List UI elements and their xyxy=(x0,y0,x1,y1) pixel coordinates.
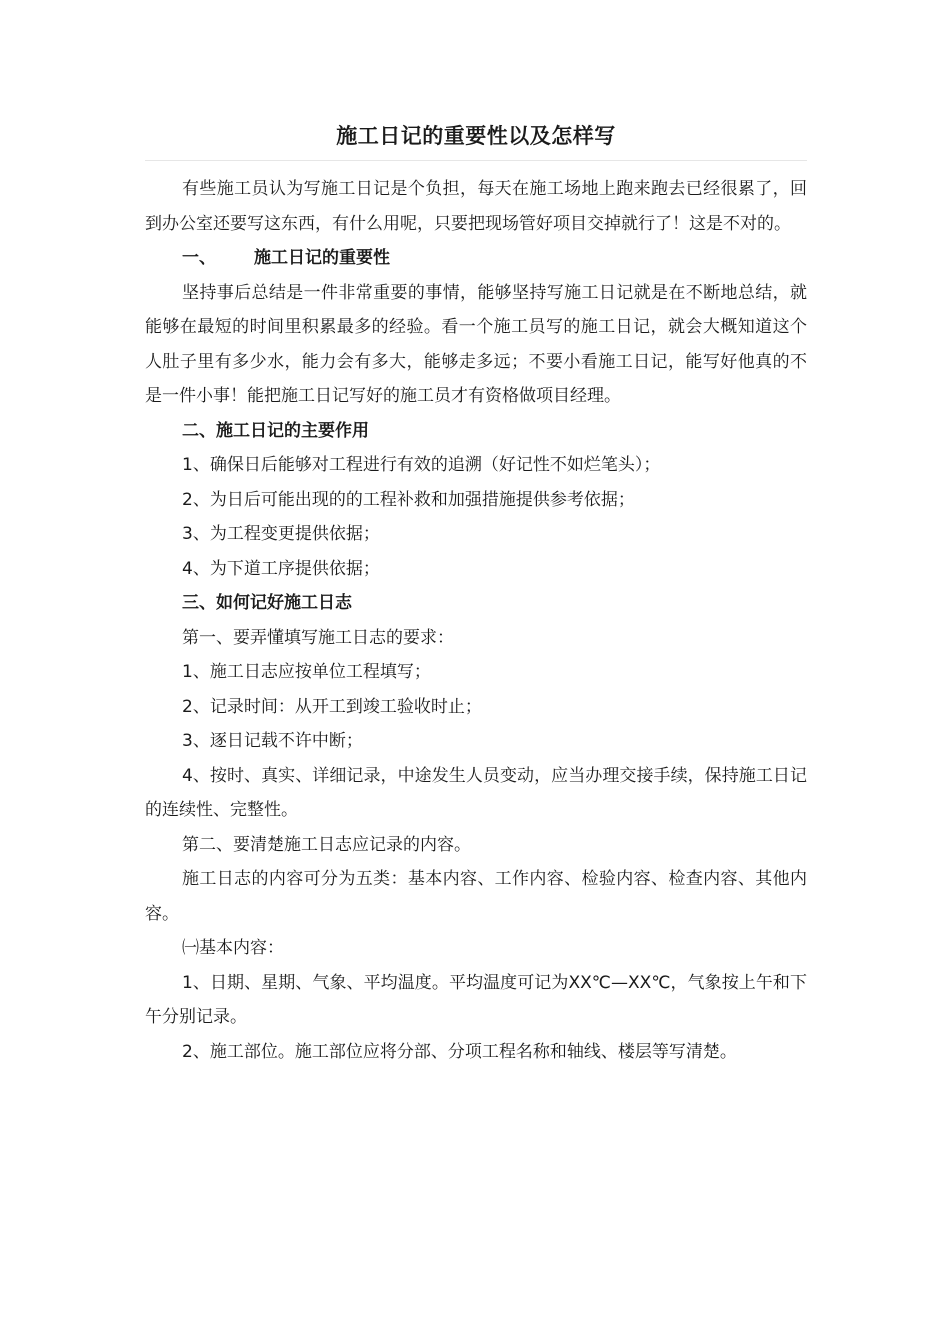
list-item: 4、为下道工序提供依据； xyxy=(182,558,380,579)
content-summary-paragraph: 施工日志的内容可分为五类：基本内容、工作内容、检验内容、检查内容、其他内容。 xyxy=(145,869,807,924)
importance-paragraph: 坚持事后总结是一件非常重要的事情，能够坚持写施工日记就是在不断地总结，就能够在最短的时间里积累最多的经验。看一个施工员写的施工日记，就会大概知道这个人肚子里有多少水，能力会有多大，能够走多远；不要小看施工日记，能写好他真的不是一件小事！能把施工日记写好的施工员才有资格做项目经理。 xyxy=(145,282,807,406)
section-heading-functions: 二、施工日记的主要作用 xyxy=(182,420,369,441)
subsection-title: 第二、要清楚施工日志应记录的内容。 xyxy=(182,834,471,855)
document-title: 施工日记的重要性以及怎样写 xyxy=(336,124,616,148)
intro-paragraph: 有些施工员认为写施工日记是个负担，每天在施工场地上跑来跑去已经很累了，回到办公室还要写这东西，有什么用呢，只要把现场管好项目交掉就行了！这是不对的。 xyxy=(145,179,807,234)
basic-content-heading: ㈠基本内容： xyxy=(182,938,284,958)
subsection-title: 第一、要弄懂填写施工日志的要求： xyxy=(182,627,454,648)
list-item: 1、施工日志应按单位工程填写； xyxy=(182,662,431,682)
section-number: 一、 xyxy=(182,248,216,268)
title-divider xyxy=(145,160,807,161)
list-item: 4、按时、真实、详细记录，中途发生人员变动，应当办理交接手续，保持施工日记的连续性、完整性。 xyxy=(145,765,807,820)
list-item: 2、施工部位。施工部位应将分部、分项工程名称和轴线、楼层等写清楚。 xyxy=(182,1041,737,1062)
list-item: 1、日期、星期、气象、平均温度。平均温度可记为XX℃—XX℃，气象按上午和下午分别记录。 xyxy=(145,972,807,1027)
section-title: 施工日记的重要性 xyxy=(254,248,390,268)
document-body xyxy=(145,172,807,1069)
section-heading-howto: 三、如何记好施工日志 xyxy=(182,593,352,613)
list-item: 1、确保日后能够对工程进行有效的追溯（好记性不如烂笔头）； xyxy=(182,455,661,475)
section-heading-importance xyxy=(145,241,807,276)
list-item: 2、为日后可能出现的的工程补救和加强措施提供参考依据； xyxy=(182,489,635,510)
list-item: 2、记录时间：从开工到竣工验收时止； xyxy=(182,696,482,717)
list-item: 3、为工程变更提供依据； xyxy=(182,524,380,544)
list-item: 3、逐日记载不许中断； xyxy=(182,731,363,751)
